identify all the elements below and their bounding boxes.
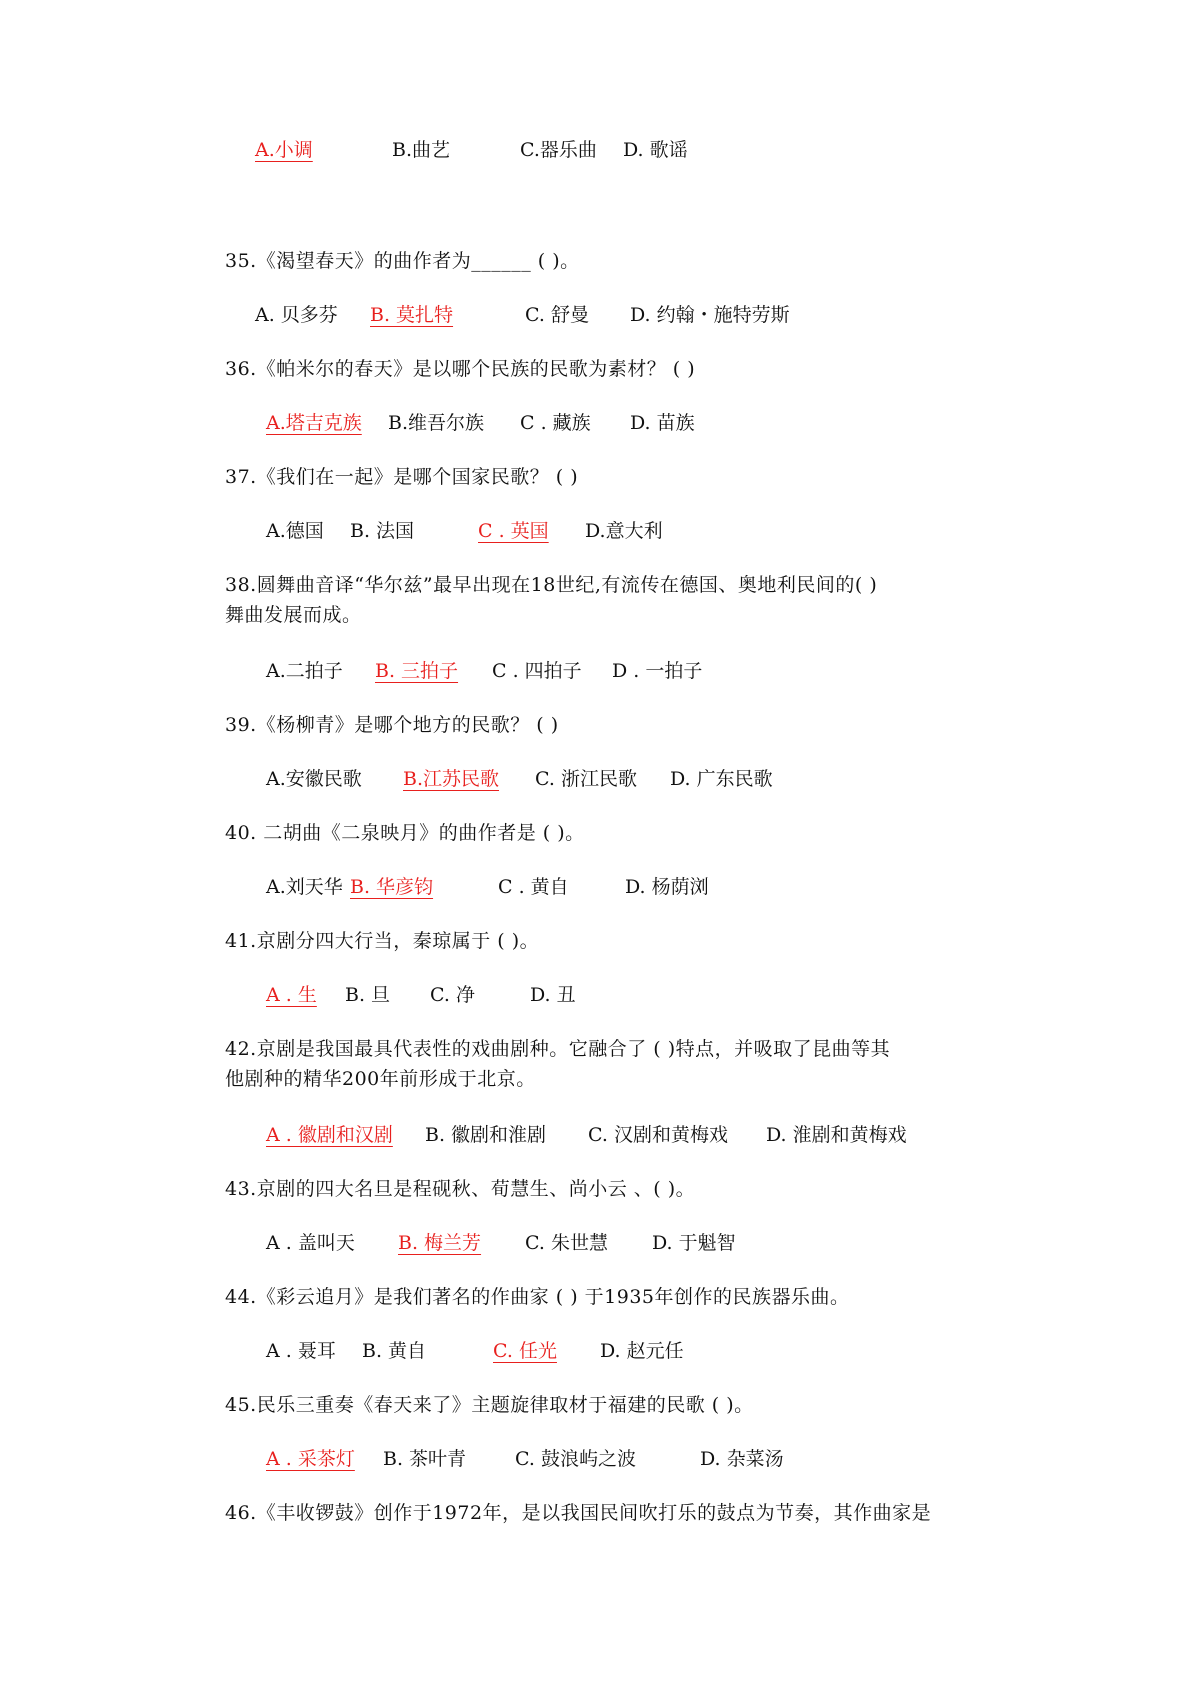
question-line: 36.《帕米尔的春天》是以哪个民族的民歌为素材？ ( ): [225, 358, 696, 380]
answer-option: A.小调: [255, 139, 313, 161]
answer-option: B. 三拍子: [375, 660, 459, 682]
options-row: [0, 983, 1191, 1013]
choice-option: C. 朱世慧: [525, 1232, 608, 1254]
question-line: 41.京剧分四大行当，秦琼属于 ( )。: [225, 930, 540, 952]
question-line: 38.圆舞曲音译“华尔兹”最早出现在18世纪,有流传在德国、奥地利民间的( ): [225, 574, 878, 596]
answer-option: B. 梅兰芳: [398, 1232, 482, 1254]
question-line: 42.京剧是我国最具代表性的戏曲剧种。它融合了 ( )特点，并吸取了昆曲等其: [225, 1038, 891, 1060]
answer-option: C. 任光: [493, 1340, 557, 1362]
choice-option: D. 丑: [530, 984, 576, 1006]
choice-option: C.器乐曲: [520, 139, 597, 161]
choice-option: A.德国: [266, 520, 324, 542]
answer-option: C . 英国: [478, 520, 549, 542]
choice-option: D. 淮剧和黄梅戏: [766, 1124, 907, 1146]
question-line: 45.民乐三重奏《春天来了》主题旋律取材于福建的民歌 ( )。: [225, 1394, 754, 1416]
question-line: 39.《杨柳青》是哪个地方的民歌？ ( ): [225, 714, 559, 736]
choice-option: C . 藏族: [520, 412, 591, 434]
choice-option: D. 约翰・施特劳斯: [630, 304, 790, 326]
question-line: 44.《彩云追月》是我们著名的作曲家 ( ) 于1935年创作的民族器乐曲。: [225, 1286, 850, 1308]
options-row: [0, 767, 1191, 797]
choice-option: D. 广东民歌: [670, 768, 773, 790]
question-line: 43.京剧的四大名旦是程砚秋、荀慧生、尚小云 、( )。: [225, 1178, 696, 1200]
answer-option: B. 莫扎特: [370, 304, 454, 326]
choice-option: C. 汉剧和黄梅戏: [588, 1124, 728, 1146]
choice-option: C . 黄自: [498, 876, 569, 898]
choice-option: A.二拍子: [266, 660, 343, 682]
choice-option: D. 苗族: [630, 412, 695, 434]
options-row: [0, 1231, 1191, 1261]
question-line: 40. 二胡曲《二泉映月》的曲作者是 ( )。: [225, 822, 585, 844]
choice-option: D. 赵元任: [600, 1340, 684, 1362]
options-row: [0, 1123, 1191, 1153]
options-row: [0, 411, 1191, 441]
options-row: [0, 875, 1191, 905]
choice-option: C . 四拍子: [492, 660, 582, 682]
choice-option: A. 贝多芬: [255, 304, 338, 326]
answer-option: B. 华彦钧: [350, 876, 434, 898]
choice-option: B. 茶叶青: [383, 1448, 467, 1470]
options-row: [0, 519, 1191, 549]
choice-option: D.意大利: [585, 520, 663, 542]
choice-option: B.维吾尔族: [388, 412, 485, 434]
options-row: [0, 1447, 1191, 1477]
choice-option: C. 舒曼: [525, 304, 589, 326]
choice-option: D. 杂菜汤: [700, 1448, 784, 1470]
question-line: 46.《丰收锣鼓》创作于1972年，是以我国民间吹打乐的鼓点为节奏，其作曲家是: [225, 1502, 932, 1524]
choice-option: A.安徽民歌: [266, 768, 362, 790]
options-row: [0, 138, 1191, 168]
choice-option: D. 杨荫浏: [625, 876, 709, 898]
choice-option: B. 徽剧和淮剧: [425, 1124, 547, 1146]
question-line: 35.《渴望春天》的曲作者为______ ( )。: [225, 250, 580, 272]
choice-option: C. 浙江民歌: [535, 768, 637, 790]
answer-option: A . 徽剧和汉剧: [266, 1124, 393, 1146]
choice-option: B. 旦: [345, 984, 391, 1006]
options-row: [0, 303, 1191, 333]
answer-option: A.塔吉克族: [266, 412, 362, 434]
choice-option: C. 鼓浪屿之波: [515, 1448, 636, 1470]
choice-option: A . 盖叫天: [266, 1232, 355, 1254]
answer-option: B.江苏民歌: [403, 768, 500, 790]
choice-option: B. 黄自: [362, 1340, 427, 1362]
choice-option: A . 聂耳: [266, 1340, 336, 1362]
question-line: 37.《我们在一起》是哪个国家民歌？ ( ): [225, 466, 579, 488]
choice-option: B.曲艺: [392, 139, 451, 161]
choice-option: C. 净: [430, 984, 475, 1006]
choice-option: D. 歌谣: [623, 139, 688, 161]
options-row: [0, 1339, 1191, 1369]
choice-option: B. 法国: [350, 520, 415, 542]
question-line: 舞曲发展而成。: [225, 604, 362, 626]
options-row: [0, 659, 1191, 689]
choice-option: D. 于魁智: [652, 1232, 736, 1254]
question-line: 他剧种的精华200年前形成于北京。: [225, 1068, 536, 1090]
answer-option: A . 采茶灯: [266, 1448, 355, 1470]
answer-option: A . 生: [266, 984, 317, 1006]
choice-option: D . 一拍子: [612, 660, 703, 682]
choice-option: A.刘天华: [266, 876, 343, 898]
